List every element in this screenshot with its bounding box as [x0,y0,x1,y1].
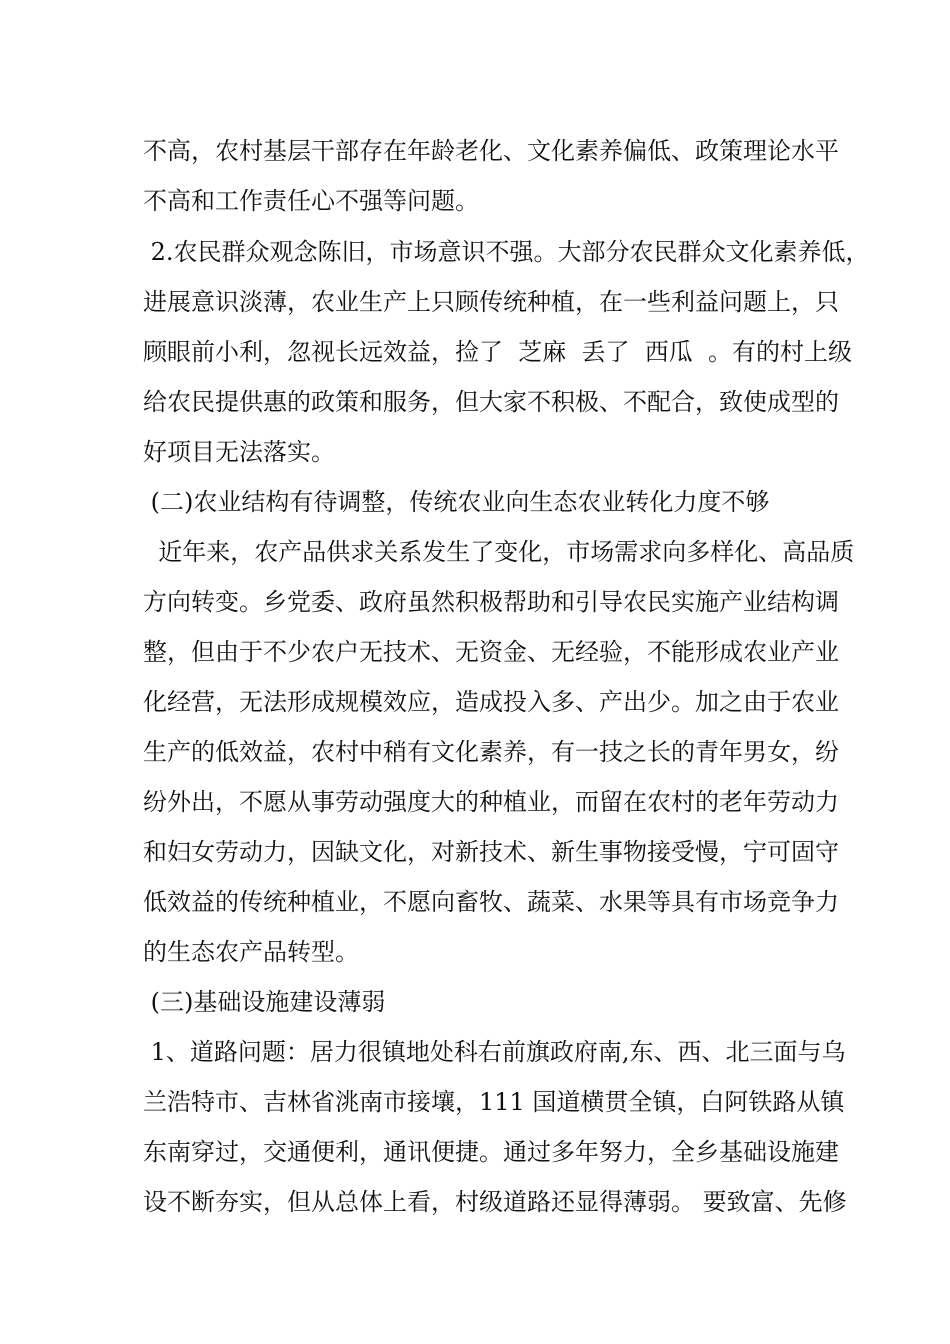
text-line-22: 设不断夯实，但从总体上看，村级道路还显得薄弱。 要致富、先修 [143,1188,847,1216]
text-line-3: 2.农民群众观念陈旧，市场意识不强。大部分农民群众文化素养低， [143,238,870,266]
text-line-19: 1、道路问题：居力很镇地处科右前旗政府南,东、西、北三面与乌 [143,1038,846,1066]
text-line-7: 好项目无法落实。 [143,438,335,466]
text-line-2: 不高和工作责任心不强等问题。 [143,187,479,215]
section-heading-2: (二)农业结构有待调整，传统农业向生态农业转化力度不够 [143,488,770,516]
text-line-13: 生产的低效益，农村中稍有文化素养，有一技之长的青年男女，纷 [143,738,839,766]
text-line-5: 顾眼前小利，忽视长远效益，捡了 芝麻 丢了 西瓜 。有的村上级 [143,338,853,366]
text-line-21: 东南穿过，交通便利，通讯便捷。通过多年努力，全乡基础设施建 [143,1138,839,1166]
text-line-20: 兰浩特市、吉林省洮南市接壤，111 国道横贯全镇，白阿铁路从镇 [143,1088,845,1116]
text-line-14: 纷外出，不愿从事劳动强度大的种植业，而留在农村的老年劳动力 [143,788,839,816]
text-line-6: 给农民提供惠的政策和服务，但大家不积极、不配合，致使成型的 [143,388,839,416]
text-line-4: 进展意识淡薄，农业生产上只顾传统种植，在一些利益问题上，只 [143,288,839,316]
text-line-17: 的生态农产品转型。 [143,938,359,966]
text-line-10: 方向转变。乡党委、政府虽然积极帮助和引导农民实施产业结构调 [143,588,839,616]
text-line-9: 近年来，农产品供求关系发生了变化，市场需求向多样化、高品质 [143,538,855,566]
text-line-1: 不高，农村基层干部存在年龄老化、文化素养偏低、政策理论水平 [143,137,839,165]
text-line-15: 和妇女劳动力，因缺文化，对新技术、新生事物接受慢，宁可固守 [143,838,839,866]
text-line-16: 低效益的传统种植业，不愿向畜牧、蔬菜、水果等具有市场竞争力 [143,888,839,916]
text-line-11: 整，但由于不少农户无技术、无资金、无经验，不能形成农业产业 [143,638,839,666]
text-line-12: 化经营，无法形成规模效应，造成投入多、产出少。加之由于农业 [143,688,839,716]
section-heading-3: (三)基础设施建设薄弱 [143,988,386,1016]
